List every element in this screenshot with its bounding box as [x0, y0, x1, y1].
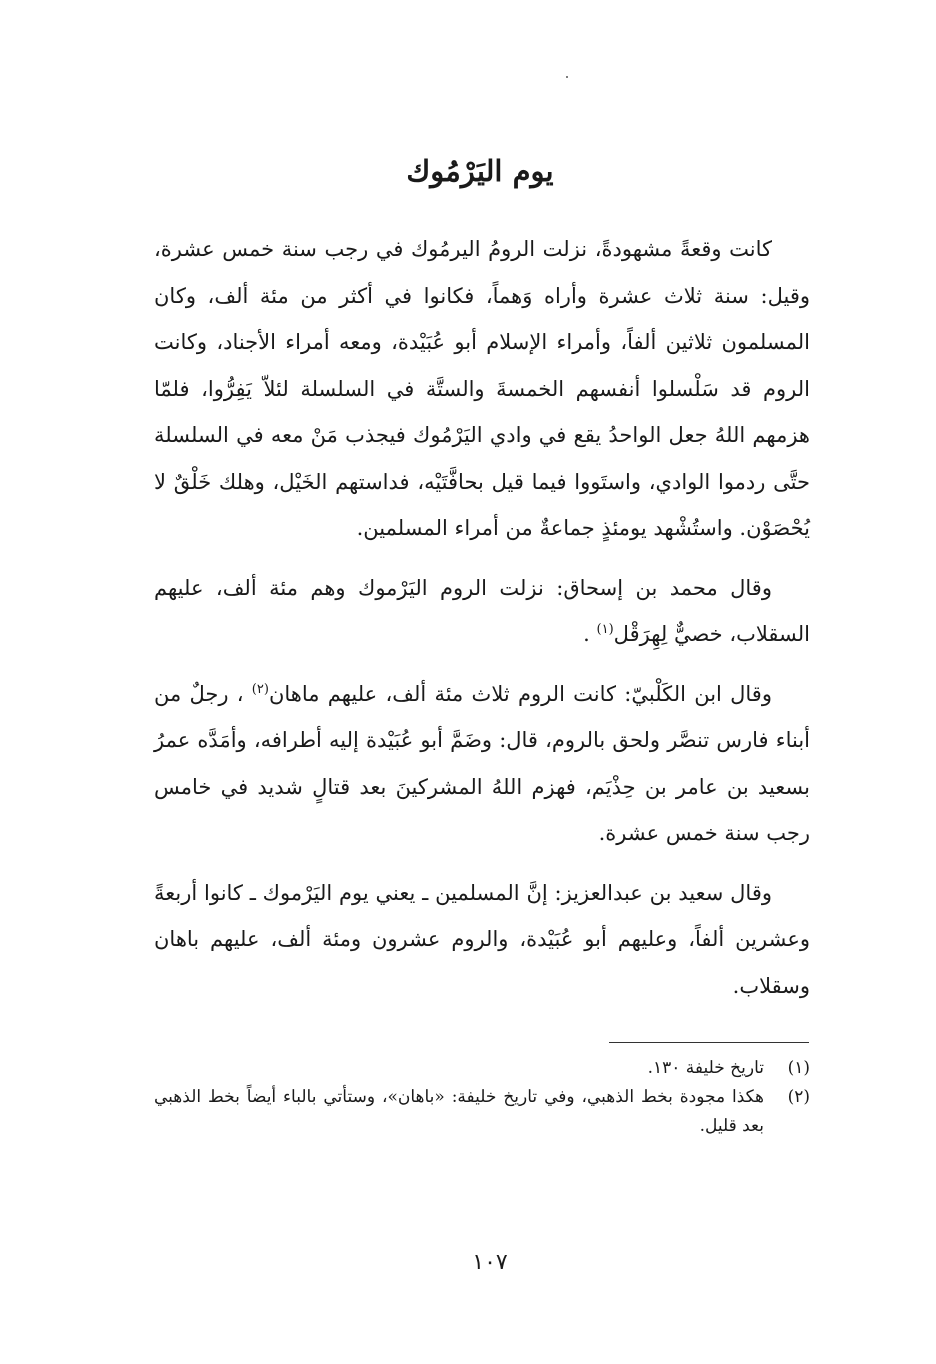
footnote-2-text: هكذا مجودة بخط الذهبي، وفي تاريخ خليفة: «باهان»، وستأتي بالباء أيضاً بخط الذهبي بعد قليل.: [154, 1087, 764, 1136]
footnote-ref-1[interactable]: (١): [596, 622, 614, 637]
chapter-title: يوم اليَرْمُوك: [406, 154, 554, 188]
footnote-2: [154, 1083, 810, 1141]
paragraph-2-text: وقال محمد بن إسحاق: نزلت الروم اليَرْموك وهم مئة ألف، عليهم السقلاب، خصيٌّ لِهِرَقْل: [154, 575, 810, 646]
paragraph-3: [154, 671, 810, 857]
paragraph-3-tail: ، رجلٌ من أبناء فارس تنصَّر ولحق بالروم، قال: وضَمَّ أبو عُبَيْدة إليه أطرافه، وأمَدَّه عمرُ بسعيد بن عامر بن حِذْيَم، فهزم اللهُ المشركينَ بعد قتالٍ شديد في خامس رجب سنة خمس عشرة.: [154, 681, 810, 845]
footnote-1-number: (١): [787, 1058, 810, 1078]
footnote-ref-2[interactable]: (٢): [251, 681, 269, 697]
footnotes: [154, 1054, 810, 1141]
paragraph-3-text: وقال ابن الكَلْبيّ: كانت الروم ثلاث مئة ألف، عليهم ماهان: [268, 681, 772, 706]
paragraph-4: [154, 870, 810, 1010]
paragraph-2: [154, 565, 810, 658]
footnote-2-number: (٢): [787, 1087, 810, 1107]
footnote-1: [154, 1054, 810, 1083]
paragraph-2-tail: .: [583, 622, 597, 646]
paragraph-4-text: وقال سعيد بن عبدالعزيز: إنَّ المسلمين ـ يعني يوم اليَرْموك ـ كانوا أربعةً وعشرين ألفاً، وعليهم أبو عُبَيْدة، والروم عشرون ومئة ألف، عليهم باهان وسقلاب.: [154, 880, 810, 998]
ink-speck: [566, 76, 568, 78]
footnote-divider: [609, 1042, 809, 1043]
page-number: ١٠٧: [472, 1250, 508, 1275]
paragraph-1: [154, 226, 810, 552]
paragraph-1-text: كانت وقعةً مشهودةً، نزلت الرومُ اليرمُوك في رجب سنة خمس عشرة، وقيل: سنة ثلاث عشرة وأراه وَهماً، فكانوا في أكثر من مئة ألف، وكان المسلمون ثلاثين ألفاً، وأمراء الإسلام أبو عُبَيْدة، ومعه أمراء الأجناد، وكانت الروم قد سَلْسلوا أنفسهم الخمسةَ والستَّة في السلسلة لئلاّ يَفِرُّوا، فلمّا هزمهم اللهُ جعل الواحدُ يقع في وادي اليَرْمُوك فيجذب مَنْ معه في السلسلة حتَّى ردموا الوادي، واستَووا فيما قيل بحافَّتَيْه، فداستهم الخَيْل، وهلك خَلْقٌ لا يُحْصَوْن. واستُشْهد يومئذٍ جماعةٌ من أمراء المسلمين.: [154, 237, 810, 540]
body-text: [154, 226, 810, 1022]
footnote-1-text: تاريخ خليفة ١٣٠.: [647, 1058, 764, 1078]
